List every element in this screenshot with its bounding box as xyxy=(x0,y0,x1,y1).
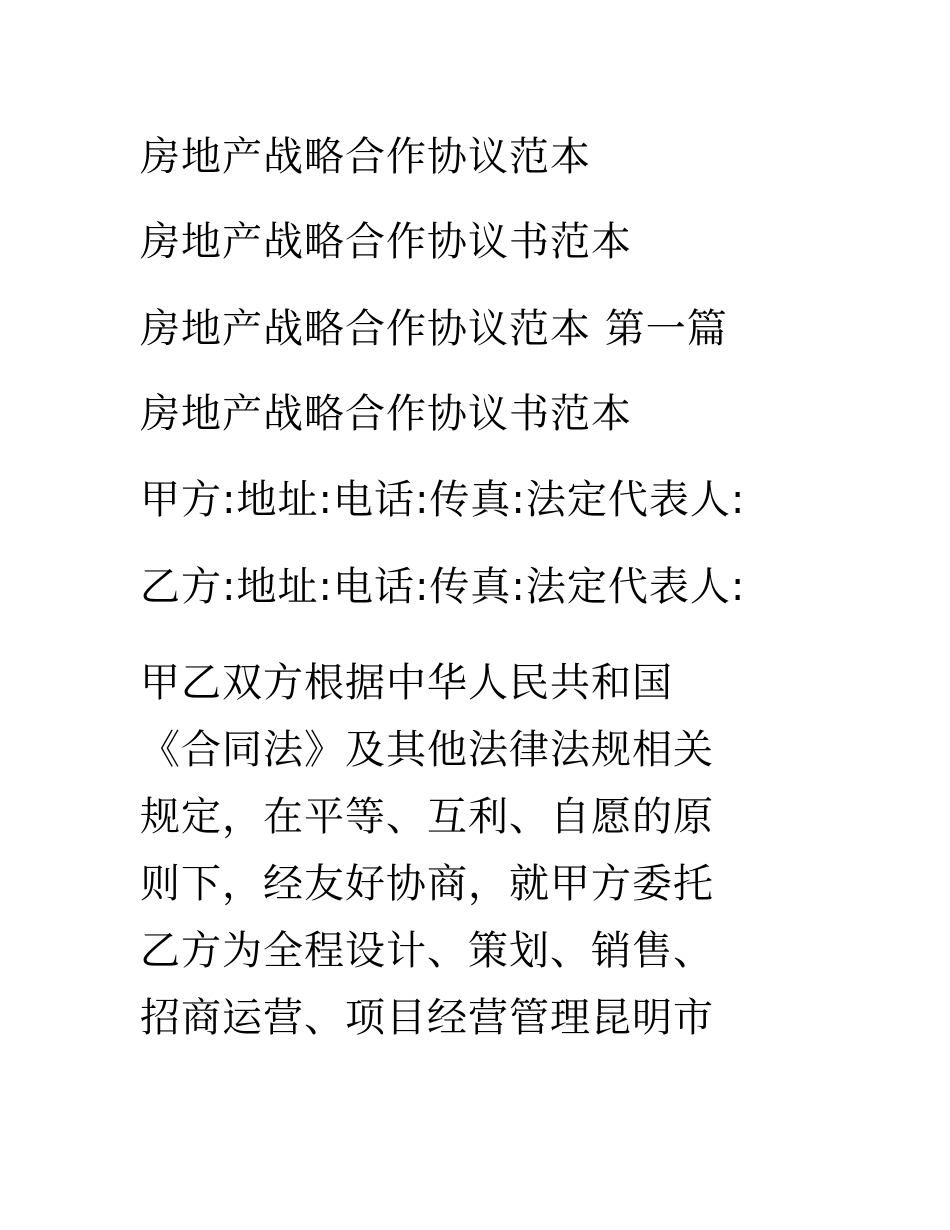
section-heading: 房地产战略合作协议范本 第一篇 xyxy=(140,306,728,352)
paragraph-line: 甲乙双方根据中华人民共和国 xyxy=(140,660,673,706)
party-a-info: 甲方:地址:电话:传真:法定代表人: xyxy=(140,477,746,523)
section-title: 房地产战略合作协议书范本 xyxy=(140,391,632,437)
paragraph-line: 则下，经友好协商，就甲方委托 xyxy=(140,861,714,907)
body-paragraph xyxy=(140,650,820,1052)
document-subtitle: 房地产战略合作协议书范本 xyxy=(140,219,632,265)
paragraph-line: 乙方为全程设计、策划、销售、 xyxy=(140,928,714,974)
paragraph-line: 《合同法》及其他法律法规相关 xyxy=(140,727,714,773)
party-b-info: 乙方:地址:电话:传真:法定代表人: xyxy=(140,564,746,610)
paragraph-line: 招商运营、项目经营管理昆明市 xyxy=(140,995,714,1041)
document-title: 房地产战略合作协议范本 xyxy=(140,134,591,180)
paragraph-line: 规定，在平等、互利、自愿的原 xyxy=(140,794,714,840)
